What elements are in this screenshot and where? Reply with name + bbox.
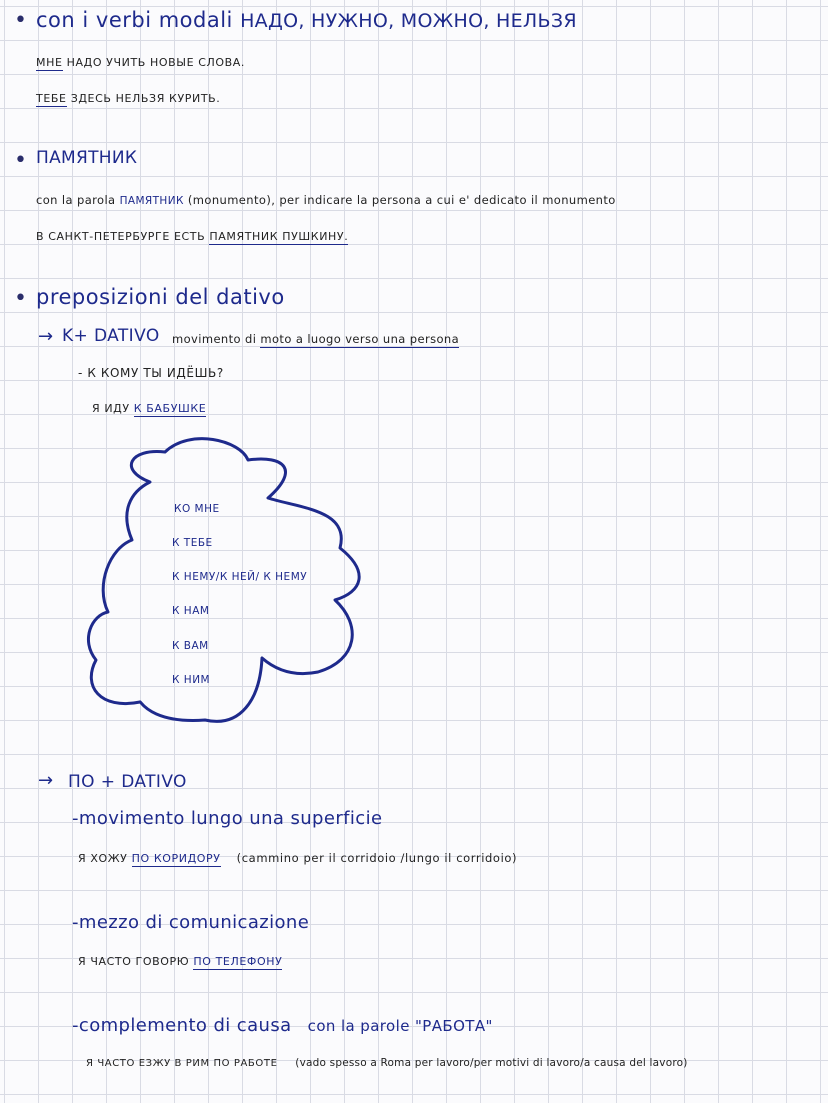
heading-pamyatnik: ПАМЯТНИК	[36, 148, 138, 168]
arrow-icon: →	[38, 770, 54, 791]
highlight-word: ПАМЯТНИК	[119, 195, 184, 207]
bullet-3: •	[14, 286, 27, 311]
answer-underlined: К БАБУШКЕ	[133, 402, 207, 415]
k-question: - К КОМУ ТЫ ИДЁШЬ?	[78, 366, 224, 380]
example-text: В САНКТ-ПЕТЕРБУРГЕ ЕСТЬ	[36, 230, 206, 243]
bullet-2: •	[14, 148, 27, 173]
cloud-item: К ВАМ	[172, 640, 209, 652]
explanation-text: (monumento), per indicare la persona a cui e' dedicato il monumento	[187, 193, 616, 207]
heading-modal-verbs-ru: НАДО, НУЖНО, МОЖНО, НЕЛЬЗЯ	[240, 10, 577, 32]
underlined-word: ТЕБЕ	[36, 92, 67, 105]
subheading-text: con la parole "РАБОТА"	[307, 1017, 493, 1035]
example-translation: (cammino per il corridoio /lungo il corridoio)	[236, 851, 518, 865]
heading-modal-verbs-it: con i verbi modali	[36, 8, 233, 32]
cloud-item: К НАМ	[172, 605, 210, 617]
po-example-1	[78, 851, 517, 865]
cloud-item: К НИМ	[172, 674, 211, 686]
desc-text: movimento di	[172, 332, 257, 346]
example-underlined: ПО ТЕЛЕФОНУ	[193, 955, 283, 968]
po-subheading-1: -movimento lungo una superficie	[72, 808, 383, 829]
cloud-item: К НЕМУ/К НЕЙ/ К НЕМУ	[172, 571, 308, 583]
example-text: Я ЧАСТО ЕЗЖУ В РИМ ПО РАБОТЕ	[86, 1058, 278, 1069]
cloud-item: К ТЕБЕ	[172, 537, 213, 549]
example-underlined: ПО КОРИДОРУ	[131, 852, 221, 865]
cloud-item: КО МНЕ	[174, 503, 220, 515]
example-text: НАДО УЧИТЬ НОВЫЕ СЛОВА.	[66, 56, 246, 69]
po-example-3	[86, 1057, 688, 1069]
arrow-icon: →	[38, 326, 54, 347]
po-subheading-3	[72, 1015, 493, 1036]
subheading-text: -complemento di causa	[72, 1015, 292, 1036]
k-dativo-title: K+ DATIVO	[62, 326, 160, 346]
example-text: Я ХОЖУ	[78, 852, 128, 865]
example-translation: (vado spesso a Roma per lavoro/per motivi di lavoro/a causa del lavoro)	[295, 1057, 688, 1069]
heading-prepositions: preposizioni del dativo	[36, 285, 285, 309]
po-dativo-title: ПО + DATIVO	[68, 772, 187, 792]
bullet-1: •	[14, 8, 27, 33]
underlined-word: МНЕ	[36, 56, 63, 69]
answer-text: Я ИДУ	[92, 402, 130, 415]
po-subheading-2: -mezzo di comunicazione	[72, 912, 310, 933]
po-example-2	[78, 955, 282, 968]
example-text: Я ЧАСТО ГОВОРЮ	[78, 955, 190, 968]
explanation-text: con la parola	[36, 193, 116, 207]
underlined-phrase: ПАМЯТНИК ПУШКИНУ.	[209, 230, 349, 243]
desc-underlined: moto a luogo verso una persona	[260, 332, 460, 346]
example-text: ЗДЕСЬ НЕЛЬЗЯ КУРИТЬ.	[70, 92, 221, 105]
